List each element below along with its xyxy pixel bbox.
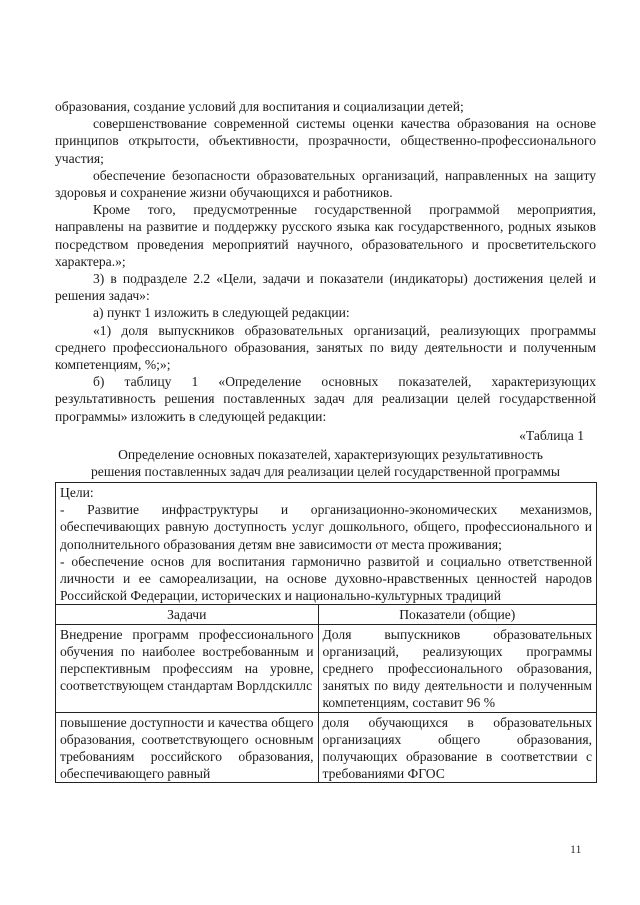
task-cell: Внедрение программ профессионального обучения по наиболее востребованным и перспективным профессиям на уровне, соответствующем стандартам Ворлдскиллс bbox=[56, 624, 319, 712]
goals-cell bbox=[56, 483, 597, 605]
page-number: 11 bbox=[570, 842, 582, 856]
table-header-row bbox=[56, 605, 597, 624]
paragraph-8: б) таблицу 1 «Определение основных показателей, характеризующих результативность решения поставленных задач для реализации целей государственной программы» изложить в следующей редакции: bbox=[55, 374, 596, 424]
table-title-line-1: Определение основных показателей, характеризующих результативность bbox=[118, 447, 543, 463]
goal-1: - Развитие инфраструктуры и организационно-экономических механизмов, обеспечивающих равную доступность услуг дошкольного, общего, профессионального и дополнительного образования детям вне зависимости от места проживания; bbox=[60, 502, 592, 552]
table-row bbox=[56, 712, 597, 783]
paragraph-3: обеспечение безопасности образовательных организаций, направленных на защиту здоровья и сохранение жизни обучающихся и работников. bbox=[55, 167, 596, 201]
paragraph-6: а) пункт 1 изложить в следующей редакции: bbox=[93, 305, 350, 321]
header-tasks: Задачи bbox=[56, 605, 319, 624]
paragraph-2: совершенствование современной системы оценки качества образования на основе принципов открытости, объективности, прозрачности, общественно-профессионального участия; bbox=[55, 116, 596, 166]
indicator-cell: Доля выпускников образовательных организаций, реализующих программы среднего профессионального образования, занятых по виду деятельности и полученным компетенциям, составит 96 % bbox=[318, 624, 596, 712]
paragraph-1: образования, создание условий для воспитания и социализации детей; bbox=[55, 99, 464, 114]
paragraph-4: Кроме того, предусмотренные государственной программой мероприятия, направлены на развитие и поддержку русского языка как государственного, родных языков посредством проведения мероприятий научного, образовательного и просветительского характера.»; bbox=[55, 202, 596, 269]
table-label: «Таблица 1 bbox=[519, 427, 584, 443]
goals-label: Цели: bbox=[60, 485, 94, 500]
task-cell: повышение доступности и качества общего образования, соответствующего основным требованиям российского образования, обеспечивающего равный bbox=[56, 712, 319, 783]
paragraph-7: «1) доля выпускников образовательных организаций, реализующих программы среднего профессионального образования, занятых по виду деятельности и полученным компетенциям, %;»; bbox=[55, 322, 596, 373]
table-title-line-2: решения поставленных задач для реализации целей государственной программы bbox=[91, 464, 560, 480]
indicator-cell: доля обучающихся в образовательных организациях общего образования, получающих образование в соответствии с требованиями ФГОС bbox=[318, 712, 596, 783]
goal-2: - обеспечение основ для воспитания гармонично развитой и социально ответственной личности и ее самореализации, на основе духовно-нравственных ценностей народов Российской Федерации, исторических и национально-культурных традиций bbox=[60, 553, 592, 604]
paragraph-5: 3) в подразделе 2.2 «Цели, задачи и показатели (индикаторы) достижения целей и решения задач»: bbox=[55, 271, 596, 304]
document-body bbox=[55, 98, 596, 480]
indicators-table bbox=[55, 482, 597, 783]
table-row bbox=[56, 624, 597, 712]
header-indicators: Показатели (общие) bbox=[318, 605, 596, 624]
goals-row bbox=[56, 483, 597, 605]
